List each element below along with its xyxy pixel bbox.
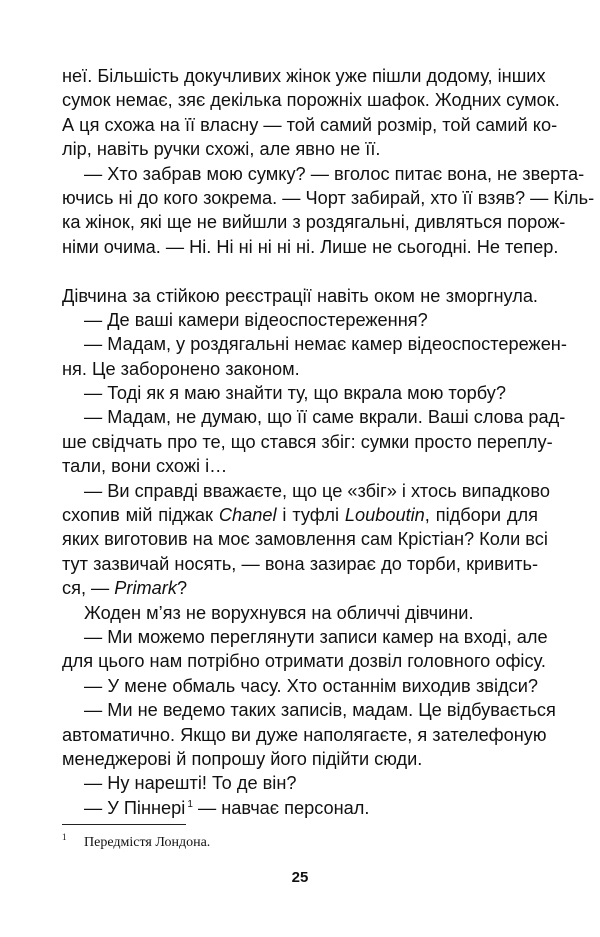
text-line: — У мене обмаль часу. Хто останнім виходив звідси? (84, 675, 538, 696)
text-line: ючись ні до кого зокрема. — Чорт забирай, хто її взяв? — Кіль- (62, 187, 595, 208)
text-line: — Мадам, у роздягальні немає камер відеоспостережен- (84, 334, 567, 355)
text-line: лір, навіть ручки схожі, але явно не її. (62, 139, 381, 160)
text-line: схопив мій піджак Chanel і туфлі Louboutin, підбори для (62, 505, 539, 526)
footnote: 1 Передмістя Лондона. (62, 832, 211, 850)
text-line: — Мадам, не думаю, що її саме вкрали. Ваші слова рад- (84, 407, 566, 428)
text-line: — Ви справді вважаєте, що це «збіг» і хтось випадково (84, 480, 550, 501)
text-line: — Тоді як я маю знайти ту, що вкрала мою торбу? (84, 383, 506, 404)
book-page-body (62, 64, 595, 820)
footnote-divider (62, 824, 186, 825)
text-line: для цього нам потрібно отримати дозвіл головного офісу. (62, 651, 546, 672)
text-line: автоматично. Якщо ви дуже наполягаєте, я зателефоную (62, 724, 547, 745)
page-number: 25 (291, 869, 309, 886)
italic-brand: Louboutin (344, 505, 425, 526)
text-line: — У Піннері $^1$ — навчає персонал. (84, 797, 370, 818)
text-line (62, 259, 538, 283)
italic-brand: Chanel (218, 505, 277, 526)
text-line: тали, вони схожі і… (62, 456, 228, 477)
text-line: — Ми не ведемо таких записів, мадам. Це відбувається (84, 700, 556, 721)
text-line: — Ми можемо переглянути записи камер на вході, але (84, 626, 548, 647)
text-line: А ця схожа на її власну — той самий розмір, той самий ко- (62, 114, 558, 135)
text-line: яких виготовив на моє замовлення сам Крістіан? Коли всі (62, 529, 548, 550)
text-line: Жоден м’яз не ворухнувся на обличчі дівчини. (84, 602, 474, 623)
footnote-ref: 1 (185, 798, 193, 810)
text-line: ка жінок, які ще не вийшли з роздягальні, дивляться порож- (62, 212, 566, 233)
text-line: — Ну нарешті! То де він? (84, 773, 297, 794)
text-line: менеджерові й попрошу його підійти сюди. (62, 748, 423, 769)
text-line: неї. Більшість докучливих жінок уже пішли додому, інших (62, 66, 546, 86)
text-line: ся, — Primark? (62, 578, 188, 599)
text-line: сумок немає, зяє декілька порожніх шафок. Жодних сумок. (62, 90, 560, 111)
text-line: тут зазвичай носять, — вона зазирає до торби, кривить- (62, 553, 538, 574)
text-line: Дівчина за стійкою реєстрації навіть оком не зморгнула. (62, 285, 538, 306)
text-line: ше свідчать про те, що стався збіг: сумки просто переплу- (62, 431, 553, 452)
footnote-text: Передмістя Лондона. (84, 835, 211, 850)
text-line: — Хто забрав мою сумку? — вголос питає вона, не зверта- (84, 163, 585, 184)
text-line: — Де ваші камери відеоспостереження? (84, 309, 428, 330)
italic-brand: Primark (114, 578, 177, 599)
text-line: німи очима. — Ні. Ні ні ні ні ні. Лише не сьогодні. Не тепер. (62, 236, 559, 257)
text-line: ня. Це заборонено законом. (62, 358, 300, 379)
